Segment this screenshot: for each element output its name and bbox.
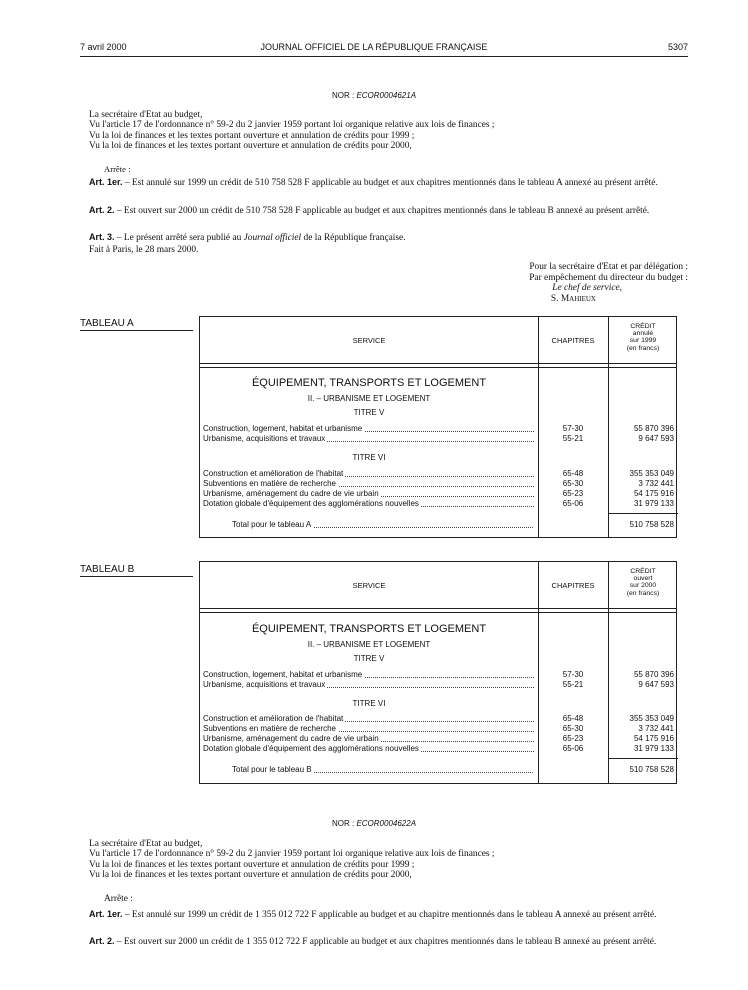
table-row: Dotation globale d'équipement des agglomérations nouvelles 65-06 31 979 133 [203,499,674,508]
nor-reference-1: NOR : ECOR0004621A [331,91,417,100]
table-row: Urbanisme, acquisitions et travaux 55-21 9 647 593 [203,680,674,689]
decree-1-arrete: Arrête : [104,164,131,174]
decree-1-signature [529,262,688,304]
table-a-titre-v: TITRE V [353,408,385,417]
table-a-col-service: SERVICE [352,336,386,345]
decree-2-vu-3: Vu la loi de finances et les textes portant ouverture et annulation de crédits pour 2000, [89,870,412,881]
table-a [199,316,677,538]
table-a-col-chapitres: CHAPITRES [551,336,595,345]
table-b [199,561,677,784]
table-a-section: II. – URBANISME ET LOGEMENT [307,394,431,403]
table-b-col-service: SERVICE [352,581,386,590]
table-row: Urbanisme, aménagement du cadre de vie urbain 65-23 54 175 916 [203,489,674,498]
signature-line-2: Par empêchement du directeur du budget : [529,272,688,283]
table-b-label: TABLEAU B [80,564,193,577]
nor-reference-2: NOR : ECOR0004622A [331,819,417,828]
decree-2-article-2: Art. 2. – Est ouvert sur 2000 un crédit de 1 355 012 722 F applicable au budget et aux chapitres mentionnés dans le tableau B annexé au présent arrêté. [89,936,657,947]
table-a-col-credit: CRÉDIT annulé sur 1999 (en francs) [626,323,660,352]
decree-1-article-3: Art. 3. – Le présent arrêté sera publié au Journal officiel de la République française. [89,232,406,243]
decree-1-done-at: Fait à Paris, le 28 mars 2000. [89,245,199,255]
table-row: Construction et amélioration de l'habitat 65-48 355 353 049 [203,714,674,723]
table-b-col-credit: CRÉDIT ouvert sur 2000 (en francs) [626,568,660,597]
signature-line-3: Le chef de service, [552,283,622,294]
decree-1-vu-2: Vu la loi de finances et les textes portant ouverture et annulation de crédits pour 1999 ; [89,130,415,141]
header-page-number: 5307 [667,42,688,52]
table-a-label: TABLEAU A [80,318,193,331]
decree-2-intro: La secrétaire d'Etat au budget, [89,839,203,849]
table-b-titre-vi: TITRE VI [352,699,386,708]
table-b-section: II. – URBANISME ET LOGEMENT [307,640,431,649]
table-row: Urbanisme, aménagement du cadre de vie urbain 65-23 54 175 916 [203,734,674,743]
decree-2-arrete: Arrête : [104,894,133,904]
table-row: Construction, logement, habitat et urbanisme 57-30 55 870 396 [203,670,674,679]
decree-2-vu-1: Vu l'article 17 de l'ordonnance n° 59-2 du 2 janvier 1959 portant loi organique relative aux lois de finances ; [89,849,495,860]
signature-line-4: S. Mahieux [550,293,596,304]
header-journal-title: JOURNAL OFFICIEL DE LA RÉPUBLIQUE FRANÇAISE [260,42,488,52]
decree-2-vu-2: Vu la loi de finances et les textes portant ouverture et annulation de crédits pour 1999 ; [89,859,415,870]
decree-2-article-1: Art. 1er. – Est annulé sur 1999 un crédit de 1 355 012 722 F applicable au budget et au chapitre mentionnés dans le tableau A annexé au présent arrêté. [89,909,657,920]
table-row: Construction et amélioration de l'habitat 65-48 355 353 049 [203,469,674,478]
decree-1-intro: La secrétaire d'Etat au budget, [89,110,203,120]
table-row: Subventions en matière de recherche 65-30 3 732 441 [203,724,674,733]
table-b-total-row: Total pour le tableau B 510 758 528 [232,765,674,774]
table-b-titre-v: TITRE V [353,654,385,663]
table-row: Urbanisme, acquisitions et travaux 55-21 9 647 593 [203,434,674,443]
signature-line-1: Pour la secrétaire d'Etat et par délégation : [529,262,688,272]
table-a-ministry: ÉQUIPEMENT, TRANSPORTS ET LOGEMENT [251,377,487,389]
table-row: Dotation globale d'équipement des agglomérations nouvelles 65-06 31 979 133 [203,744,674,753]
table-b-col-chapitres: CHAPITRES [551,581,595,590]
decree-1-article-2: Art. 2. – Est ouvert sur 2000 un crédit de 510 758 528 F applicable au budget et aux chapitres mentionnés dans le tableau B annexé au présent arrêté. [89,205,650,216]
table-b-ministry: ÉQUIPEMENT, TRANSPORTS ET LOGEMENT [251,623,487,635]
decree-2-preamble [80,839,688,881]
decree-1-article-1: Art. 1er. – Est annulé sur 1999 un crédit de 510 758 528 F applicable au budget et aux chapitres mentionnés dans le tableau A annexé au présent arrêté. [89,177,658,188]
decree-1-preamble [80,110,688,152]
decree-1-vu-1: Vu l'article 17 de l'ordonnance n° 59-2 du 2 janvier 1959 portant loi organique relative aux lois de finances ; [89,120,495,131]
table-a-titre-vi: TITRE VI [352,453,386,462]
table-row: Subventions en matière de recherche 65-30 3 732 441 [203,479,674,488]
header-rule [80,56,688,57]
header-date: 7 avril 2000 [80,42,127,52]
decree-1-vu-3: Vu la loi de finances et les textes portant ouverture et annulation de crédits pour 2000, [89,141,412,152]
table-row: Construction, logement, habitat et urbanisme 57-30 55 870 396 [203,424,674,433]
table-a-total-row: Total pour le tableau A 510 758 528 [232,520,674,529]
